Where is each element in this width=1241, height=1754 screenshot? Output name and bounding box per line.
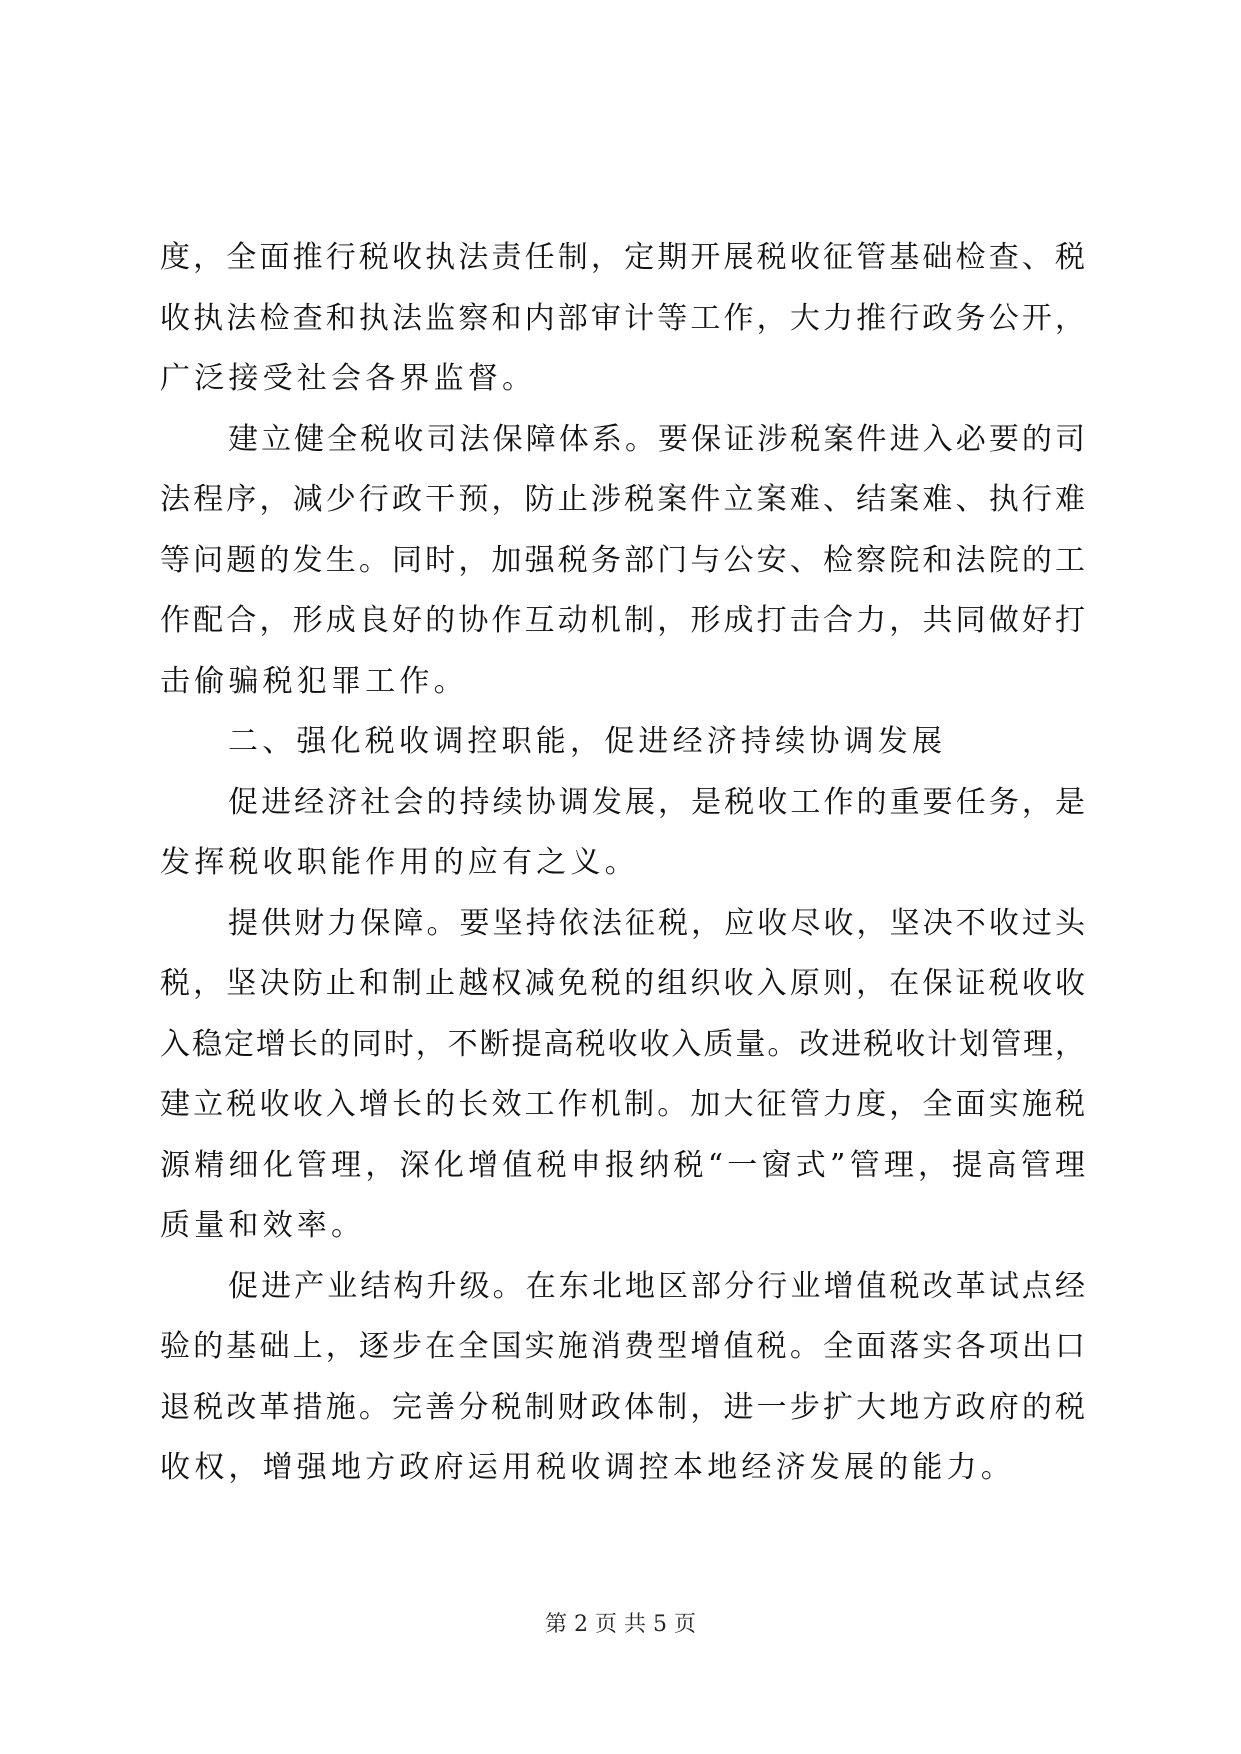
text-line: 建立健全税收司法保障体系。要保证涉税案件进入必要的司: [228, 421, 1085, 457]
text-line: 广泛接受社会各界监督。: [160, 361, 537, 396]
text-line: 收权，增强地方政府运用税收调控本地经济发展的能力。: [160, 1450, 1015, 1485]
text-line: 促进产业结构升级。在东北地区部分行业增值税改革试点经: [228, 1268, 1085, 1304]
text-line: 收执法检查和执法监察和内部审计等工作，大力推行政务公开，: [160, 300, 1085, 336]
text-line: 发挥税收职能作用的应有之义。: [160, 845, 639, 880]
text-line: 法程序，减少行政干预，防止涉税案件立案难、结案难、执行难: [160, 482, 1085, 517]
text-line: 源精细化管理，深化增值税申报纳税“一窗式”管理，提高管理: [160, 1147, 1085, 1183]
text-line: 促进经济社会的持续协调发展，是税收工作的重要任务，是: [228, 784, 1085, 820]
text-line: 质量和效率。: [160, 1208, 366, 1243]
document-body: [160, 228, 1085, 1499]
text-line: 验的基础上，逐步在全国实施消费型增值税。全面落实各项出口: [160, 1329, 1085, 1364]
text-line: 建立税收收入增长的长效工作机制。加大征管力度，全面实施税: [160, 1087, 1085, 1122]
text-line: 入稳定增长的同时，不断提高税收收入质量。改进税收计划管理，: [160, 1026, 1085, 1062]
text-line: 度，全面推行税收执法责任制，定期开展税收征管基础检查、税: [160, 240, 1085, 275]
text-line: 税，坚决防止和制止越权减免税的组织收入原则，在保证税收收: [160, 966, 1085, 1001]
text-line: 退税改革措施。完善分税制财政体制，进一步扩大地方政府的税: [160, 1389, 1085, 1425]
text-line: 二、强化税收调控职能，促进经济持续协调发展: [228, 724, 947, 759]
text-line: 作配合，形成良好的协作互动机制，形成打击合力，共同做好打: [160, 603, 1085, 638]
text-line: 等问题的发生。同时，加强税务部门与公安、检察院和法院的工: [160, 542, 1085, 578]
page-footer: 第 2 页 共 5 页: [545, 1612, 696, 1637]
text-line: 击偷骗税犯罪工作。: [160, 663, 468, 699]
text-line: 提供财力保障。要坚持依法征税，应收尽收，坚决不收过头: [228, 905, 1085, 941]
